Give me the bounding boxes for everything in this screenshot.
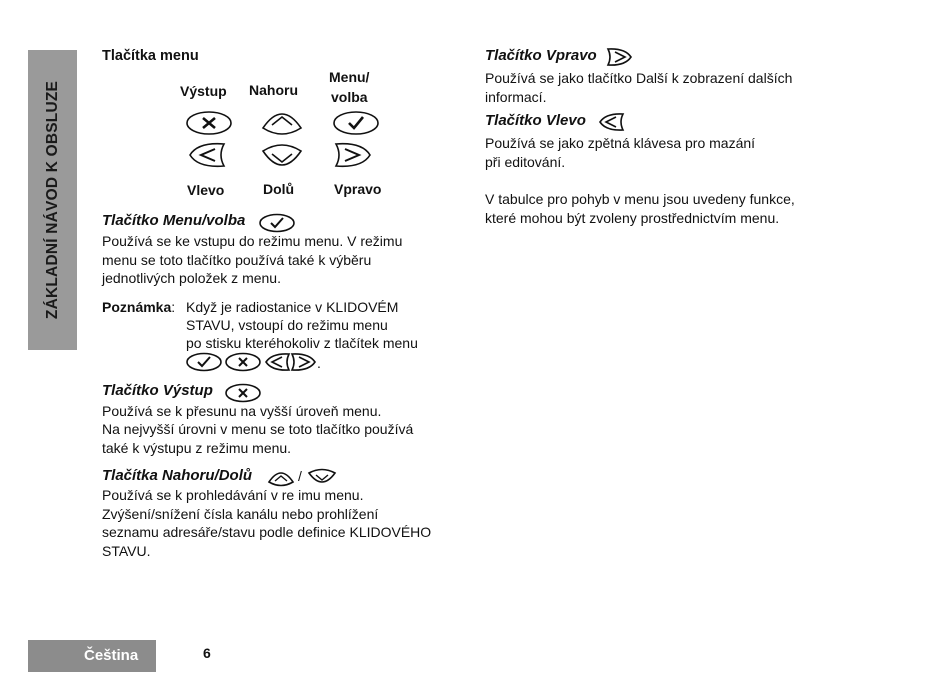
- label-exit: Výstup: [180, 83, 227, 99]
- updown-text-3: seznamu adresáře/stavu podle definice KLIDOVÉHO: [102, 524, 432, 540]
- menu-select-key-icon: [185, 352, 223, 372]
- left-text-1: Používá se jako zpětná klávesa pro mazání: [485, 135, 756, 151]
- exit-key-icon: [185, 110, 233, 136]
- note-text-2: STAVU, vstoupí do režimu menu: [186, 317, 388, 333]
- menu-select-key-icon: [258, 213, 296, 233]
- exit-key-icon: [224, 383, 262, 403]
- right-text-1: Používá se jako tlačítko Další k zobrazení dalších: [485, 70, 793, 86]
- exit-key-icon: [224, 352, 262, 372]
- updown-heading: Tlačítka Nahoru/Dolů: [102, 467, 253, 484]
- updown-text-1: Používá se k prohledávání v re imu menu.: [102, 487, 364, 503]
- right-key-icon: [606, 46, 634, 68]
- label-right: Vpravo: [334, 181, 382, 197]
- exit-heading: Tlačítko Výstup: [102, 382, 213, 399]
- updown-text-2: Zvýšení/snížení čísla kanálu nebo prohlížení: [102, 506, 379, 522]
- right-text-2: informací.: [485, 89, 547, 105]
- label-menu-line2: volba: [331, 89, 368, 105]
- up-key-icon: [259, 106, 305, 138]
- section-side-tab: [28, 50, 77, 350]
- label-left: Vlevo: [187, 182, 225, 198]
- left-heading: Tlačítko Vlevo: [485, 112, 586, 129]
- page-number: 6: [203, 645, 211, 661]
- menu-select-heading: Tlačítko Menu/volba: [102, 212, 246, 229]
- menu-buttons-title: Tlačítka menu: [102, 48, 199, 64]
- menu-select-text-2: menu se toto tlačítko používá také k výběru: [102, 252, 372, 268]
- exit-text-1: Používá se k přesunu na vyšší úroveň menu.: [102, 403, 382, 419]
- language-label: Čeština: [84, 647, 139, 664]
- note-text-1: Když je radiostanice v KLIDOVÉM: [186, 299, 399, 315]
- language-tab: [28, 640, 156, 672]
- section-title: ZÁKLADNÍ NÁVOD K OBSLUZE: [43, 80, 61, 320]
- label-menu-line1: Menu/: [329, 69, 370, 85]
- label-down: Dolů: [263, 181, 295, 197]
- exit-text-3: také k výstupu z režimu menu.: [102, 440, 292, 456]
- down-key-icon: [259, 141, 305, 173]
- left-key-icon: [186, 140, 228, 170]
- note-label-row: Poznámka:: [102, 299, 176, 315]
- left-key-icon: [597, 111, 625, 133]
- note-text-3: po stisku kteréhokoliv z tlačítek menu: [186, 335, 418, 351]
- note-end-period: .: [317, 355, 321, 371]
- left-text-2: při editování.: [485, 154, 566, 170]
- label-up: Nahoru: [249, 82, 298, 98]
- right-heading: Tlačítko Vpravo: [485, 47, 597, 64]
- left-key-icon: [263, 351, 291, 373]
- table-info-text-1: V tabulce pro pohyb v menu jsou uvedeny funkce,: [485, 191, 795, 207]
- note-label: Poznámka: [102, 299, 172, 315]
- table-info-text-2: které mohou být zvoleny prostřednictvím menu.: [485, 210, 780, 226]
- menu-select-text-1: Používá se ke vstupu do režimu menu. V režimu: [102, 233, 403, 249]
- updown-separator: /: [298, 468, 302, 484]
- right-key-icon: [332, 140, 374, 170]
- exit-text-2: Na nejvyšší úrovni v menu se toto tlačítko používá: [102, 421, 414, 437]
- right-key-icon: [290, 351, 318, 373]
- menu-select-text-3: jednotlivých položek z menu.: [102, 270, 281, 286]
- menu-select-key-icon: [332, 110, 380, 136]
- updown-text-4: STAVU.: [102, 543, 151, 559]
